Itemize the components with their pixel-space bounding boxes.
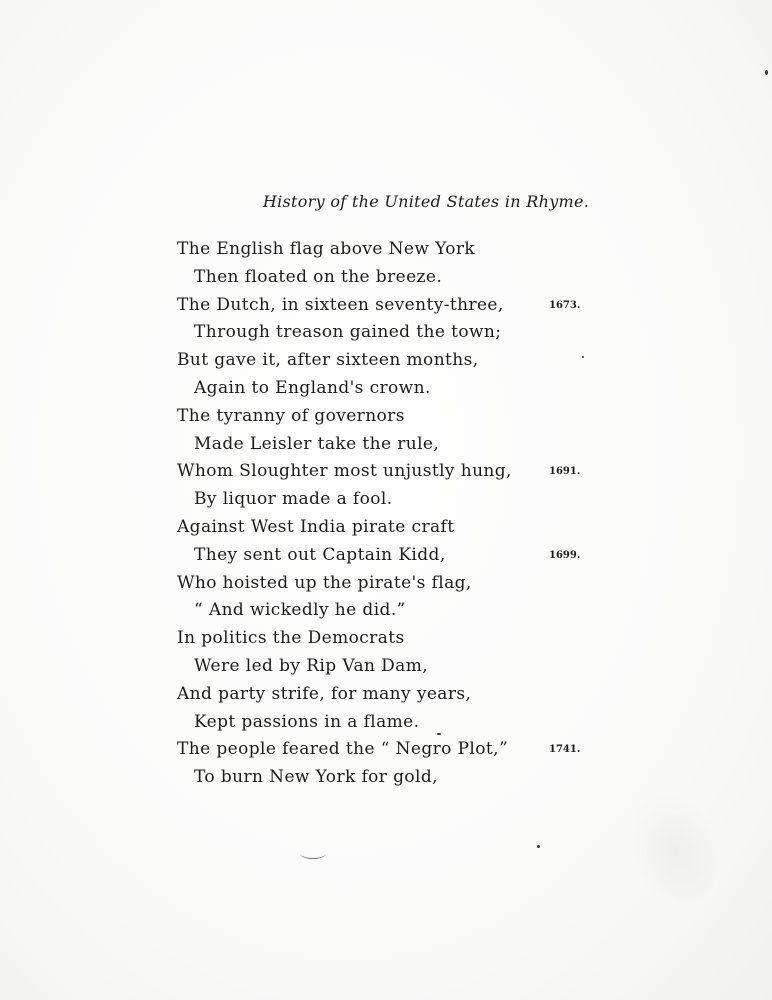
scan-speck — [582, 356, 584, 358]
verse-line-text: Were led by Rip Van Dam, — [194, 655, 429, 676]
verse-line — [0, 514, 772, 542]
scan-mark — [300, 848, 326, 859]
verse-line — [0, 486, 772, 514]
verse-line — [0, 653, 772, 681]
verse-line — [0, 375, 772, 403]
verse-line — [0, 292, 772, 320]
verse-line-text: And party strife, for many years, — [177, 683, 472, 704]
verse-line-text: The English flag above New York — [177, 239, 476, 259]
verse-line — [0, 764, 772, 792]
verse-line — [0, 431, 772, 459]
verse-line-text: Whom Sloughter most unjustly hung, — [177, 461, 512, 482]
verse-line-text: Again to England's crown. — [194, 377, 431, 398]
verse-line-text: Kept passions in a flame. — [194, 711, 420, 732]
verse-line-text: Made Leisler take the rule, — [194, 433, 440, 454]
margin-date: 1699. — [549, 549, 581, 561]
verse-line-text: In politics the Democrats — [177, 628, 405, 649]
verse-line-text: The Dutch, in sixteen seventy-three, — [177, 294, 504, 315]
verse-line — [0, 347, 772, 375]
verse-line — [0, 458, 772, 486]
verse-line — [0, 736, 772, 764]
verse-line-text: Through treason gained the town; — [194, 322, 502, 343]
verse-line-text: But gave it, after sixteen months, — [177, 350, 479, 371]
verse-block — [0, 236, 772, 792]
verse-line — [0, 403, 772, 431]
margin-date: 1741. — [549, 744, 581, 756]
verse-line-text: To burn New York for gold, — [194, 767, 438, 788]
verse-line-text: They sent out Captain Kidd, — [194, 544, 446, 565]
margin-date: 1673. — [549, 299, 581, 311]
scan-speck — [765, 70, 768, 75]
verse-line-text: The people feared the “ Negro Plot,” — [177, 739, 509, 760]
verse-line — [0, 597, 772, 625]
verse-line — [0, 709, 772, 737]
verse-line — [0, 570, 772, 598]
verse-line-text: The tyranny of governors — [177, 405, 405, 426]
verse-line — [0, 625, 772, 653]
scan-speck — [437, 733, 441, 735]
scan-speck — [537, 845, 540, 848]
verse-line — [0, 264, 772, 292]
verse-line-text: Against West India pirate craft — [177, 516, 455, 537]
verse-line-text: By liquor made a fool. — [194, 489, 393, 510]
verse-line — [0, 319, 772, 347]
verse-line — [0, 542, 772, 570]
verse-line-text: “ And wickedly he did.” — [194, 600, 406, 621]
margin-date: 1691. — [549, 466, 581, 478]
verse-line — [0, 681, 772, 709]
verse-line-text: Who hoisted up the pirate's flag, — [177, 572, 472, 593]
verse-line-text: Then floated on the breeze. — [194, 266, 443, 287]
verse-line — [0, 236, 772, 264]
running-head: History of the United States in Rhyme. — [262, 192, 590, 211]
scan-smudge — [612, 778, 738, 922]
